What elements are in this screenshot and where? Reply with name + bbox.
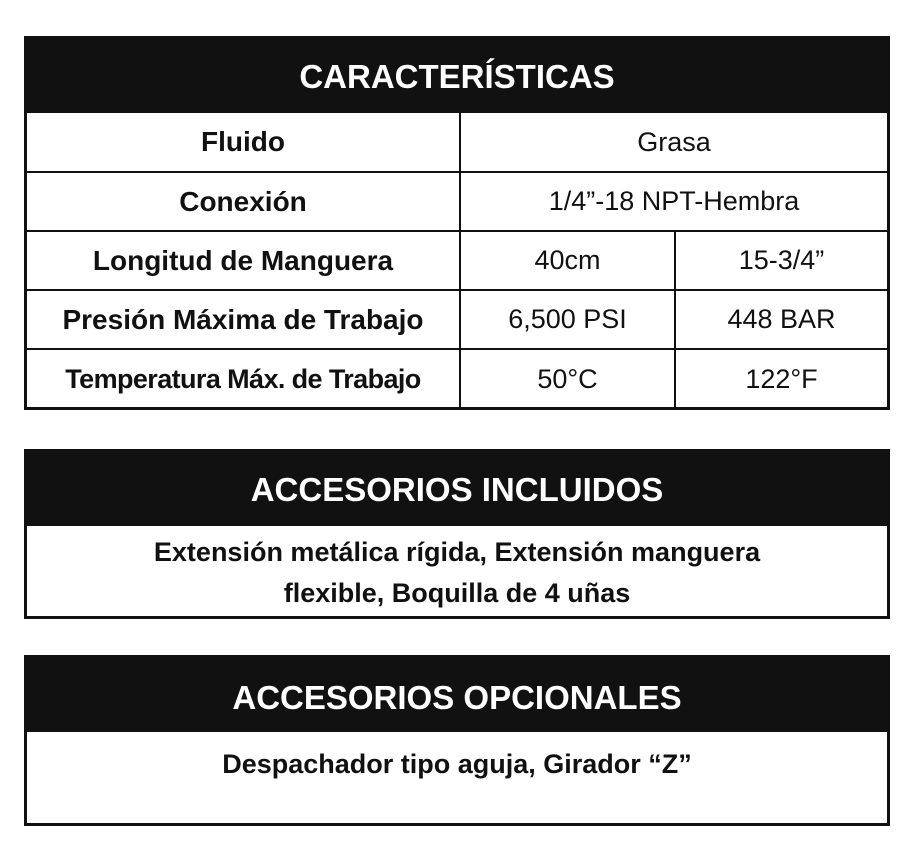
accesorios-opcionales-title: ACCESORIOS OPCIONALES	[27, 658, 887, 732]
spec-label-fluido: Fluido	[27, 113, 460, 172]
spec-row-fluido	[27, 113, 887, 172]
spec-label-temperatura: Temperatura Máx. de Trabajo	[27, 349, 460, 408]
caracteristicas-title: CARACTERÍSTICAS	[27, 39, 887, 113]
spec-row-temperatura	[27, 349, 887, 408]
spec-value-longitud-cm: 40cm	[460, 231, 675, 290]
accesorios-opcionales-text: Despachador tipo aguja, Girador “Z”	[222, 749, 692, 779]
accesorios-incluidos-title: ACCESORIOS INCLUIDOS	[27, 452, 887, 526]
spec-row-conexion	[27, 172, 887, 231]
caracteristicas-section	[24, 36, 890, 410]
spec-label-conexion: Conexión	[27, 172, 460, 231]
spec-value-longitud-in: 15-3/4”	[675, 231, 887, 290]
spec-value-fluido: Grasa	[460, 113, 887, 172]
spec-label-longitud: Longitud de Manguera	[27, 231, 460, 290]
spec-value-presion-psi: 6,500 PSI	[460, 290, 675, 349]
spec-value-temperatura-c: 50°C	[460, 349, 675, 408]
spec-row-presion	[27, 290, 887, 349]
accesorios-opcionales-body	[27, 732, 887, 785]
spec-value-temperatura-f: 122°F	[675, 349, 887, 408]
caracteristicas-table	[27, 113, 887, 408]
spec-value-conexion: 1/4”-18 NPT-Hembra	[460, 172, 887, 231]
spec-label-presion: Presión Máxima de Trabajo	[27, 290, 460, 349]
spec-value-presion-bar: 448 BAR	[675, 290, 887, 349]
accesorios-incluidos-body	[27, 526, 887, 614]
accesorios-incluidos-line-1: Extensión metálica rígida, Extensión manguera	[153, 537, 761, 567]
accesorios-incluidos-line-2: flexible, Boquilla de 4 uñas	[283, 578, 631, 608]
accesorios-opcionales-section	[24, 655, 890, 826]
accesorios-incluidos-section	[24, 449, 890, 619]
spec-row-longitud	[27, 231, 887, 290]
